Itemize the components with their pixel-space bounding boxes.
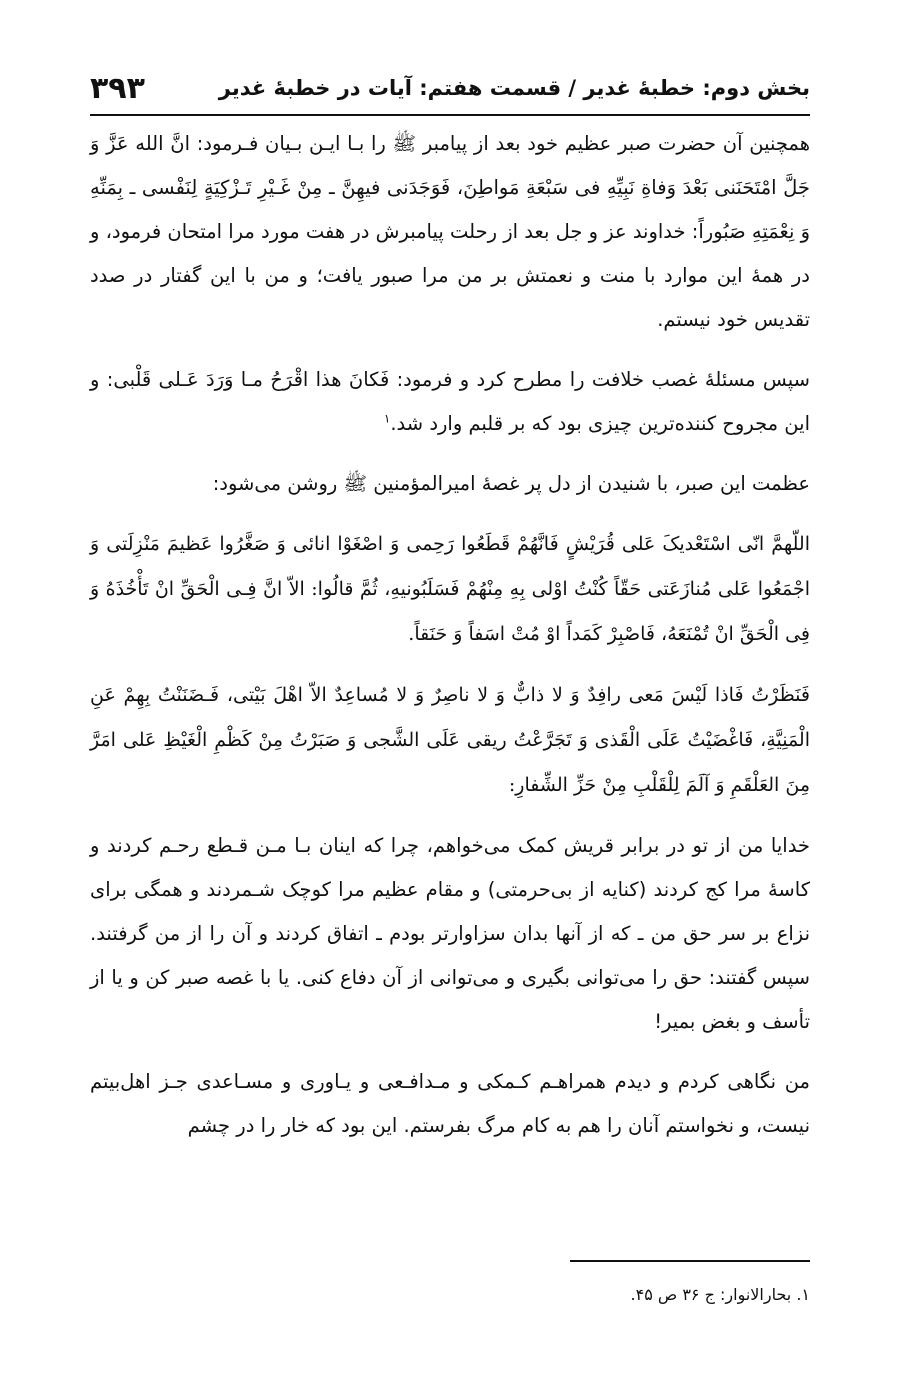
paragraph-patience: همچنین آن حضرت صبر عظیم خود بعد از پیامبر ﷺ را بـا ایـن بـیان فـرمود: انَّ الله عَزَّ وَ جَلَّ امْتَحَنَنی بَعْدَ وَفاةِ نَبِیِّهِ فی سَبْعَةِ مَواطِنَ، فَوَجَدَنی فیهِنَّ ـ مِنْ غَـیْرِ تَـزْکِیَةٍ لِنَفْسی ـ بِمَنِّهِ وَ نِعْمَتِهِ صَبُوراً: خداوند عز و جل بعد از رحلت پیامبرش در هفت مورد مرا امتحان فرمود، و در همهٔ این موارد با منت و نعمتش بر من مرا صبور یافت؛ و من با این گفتار در صدد تقدیس خود نیستم. [90,132,810,331]
page-header [90,62,810,116]
paragraph-continuation: من نگاهی کردم و دیدم همراهـم کـمکی و مـدافـعی و یـاوری و مسـاعدی جـز اهل‌بیتم نیست، و نخواستم آنان را هم به کام مرگ بفرستم. این بود که خار را در چشم [90,1070,810,1137]
footnote: ۱. بحارالانوار: ج ۳۶ ص ۴۵. [630,1285,810,1304]
paragraph-caliphate-text: سپس مسئلهٔ غصب خلافت را مطرح کرد و فرمود: فَکانَ هذا اقْرَحُ مـا وَرَدَ عَـلی قَلْبی: و این مجروح کننده‌ترین چیزی بود که بر قلبم وارد شد. [90,368,810,435]
arabic-quote-1: اللّهمَّ انّی اسْتَعْدیکَ عَلی قُرَیْشٍ فَانَّهُمْ قَطَعُوا رَحِمی وَ اصْغَوْا انائی وَ صَغَّرُوا عَظیمَ مَنْزِلَتی وَ اجْمَعُوا عَلی مُنازَعَتی حَقّاً کُنْتُ اوْلی بِهِ مِنْهُمْ فَسَلَبُونیهِ، ثُمَّ قالُوا: الاّ انَّ فِـی الْحَقِّ انْ تَأْخُذَهُ وَ فِی الْحَقِّ انْ تُمْنَعَهُ، فَاصْبِرْ کَمَداً اوْ مُتْ اسَفاً وَ حَنَقاً. [90,533,810,645]
footnote-divider [570,1260,810,1262]
paragraph-greatness: عظمت این صبر، با شنیدن از دل پر غصهٔ امیرالمؤمنین ﷺ روشن می‌شود: [212,472,810,495]
paragraph-translation: خدایا من از تو در برابر قریش کمک می‌خواهم، چرا که اینان بـا مـن قـطع رحـم کردند و کاسهٔ مرا کج کردند (کنایه از بی‌حرمتی) و مقام عظیم مرا کوچک شـمردند و همگی برای نزاع بر سر حق من ـ که از آنها بدان سزاوارتر بودم ـ اتفاق کردند و آن را از من گرفتند. سپس گفتند: حق را می‌توانی بگیری و می‌توانی از آن دفاع کنی. یا با غصه صبر کن و یا از تأسف و بغض بمیر! [90,834,810,1033]
arabic-quote-2: فَنَظَرْتُ فَاذا لَیْسَ مَعی رافِدٌ وَ لا ذابٌّ وَ لا ناصِرٌ وَ لا مُساعِدٌ الاّ اهْلَ بَیْتی، فَـضَنَنْتُ بِهِمْ عَنِ الْمَنِیَّةِ، فَاغْضَیْتُ عَلَی الْقَذی وَ تَجَرَّعْتُ ریقی عَلَی الشَّجی وَ صَبَرْتُ مِنْ کَظْمِ الْغَیْظِ عَلی امَرَّ مِنَ العَلْقَمِ وَ آلَمَ لِلْقَلْبِ مِنْ حَزِّ الشِّفارِ: [90,684,810,796]
paragraph-caliphate [90,358,810,446]
running-title: بخش دوم: خطبهٔ غدیر / قسمت هفتم: آیات در خطبهٔ غدیر [218,76,810,100]
page-number: ۳۹۳ [90,70,145,106]
page-body [90,122,810,1164]
footnote-marker: ۱ [383,411,391,426]
